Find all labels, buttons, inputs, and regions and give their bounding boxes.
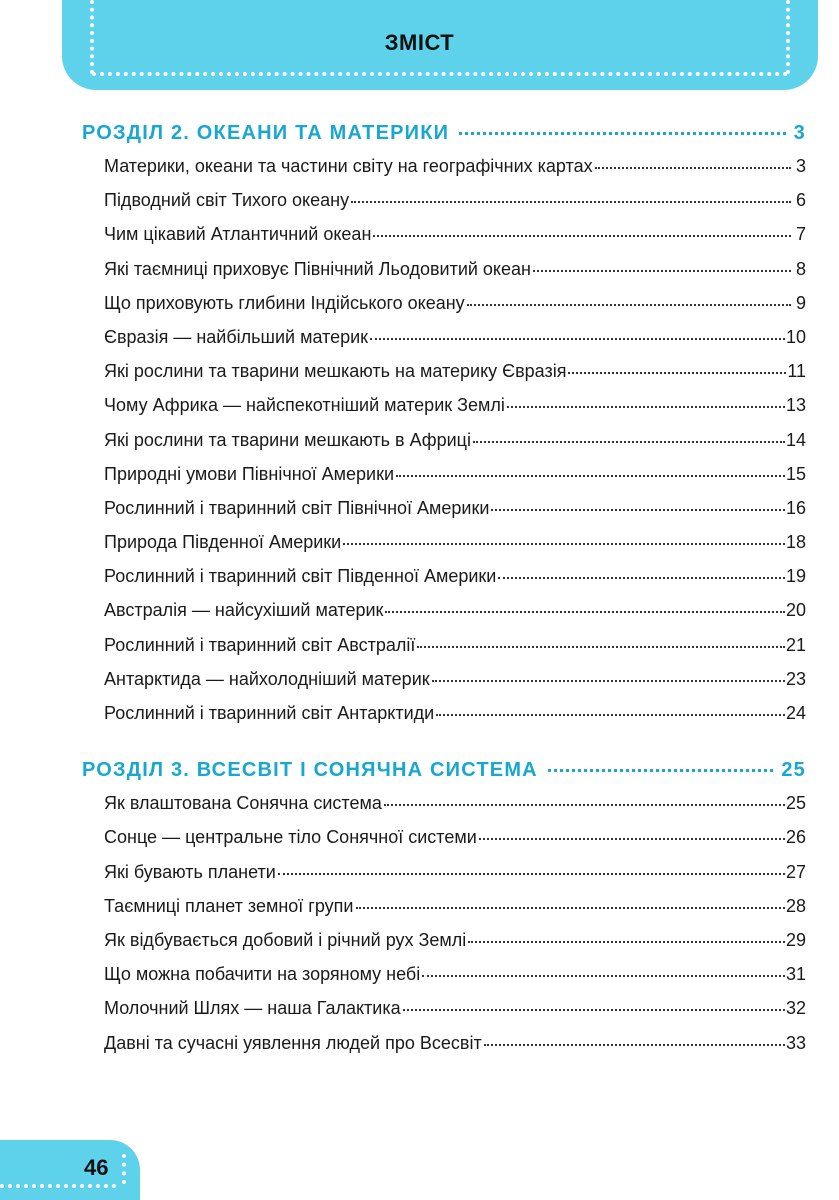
dot-leader <box>595 167 791 169</box>
entry-page: 15 <box>785 463 806 484</box>
footer-tab <box>0 1140 140 1200</box>
entry-page: 33 <box>785 1032 806 1053</box>
toc-entry[interactable] <box>104 896 806 930</box>
entry-page: 32 <box>785 998 806 1019</box>
dot-leader <box>498 577 785 579</box>
dot-leader <box>278 873 785 875</box>
entry-page: 13 <box>785 395 806 416</box>
entry-title: Євразія — найбільший материк <box>104 326 369 347</box>
dot-leader <box>507 406 785 408</box>
entry-page: 24 <box>785 703 806 723</box>
dot-leader <box>385 611 785 613</box>
page-number: 46 <box>84 1155 109 1180</box>
entry-page: 28 <box>785 895 806 916</box>
page-title: ЗМІСТ <box>384 30 455 55</box>
entry-title: Рослинний і тваринний світ Північної Америки <box>104 497 490 518</box>
section-heading[interactable] <box>82 759 806 793</box>
toc-entry[interactable] <box>104 600 806 634</box>
toc-entry[interactable] <box>104 430 806 464</box>
entry-page: 11 <box>787 361 806 382</box>
entry-page: 21 <box>785 634 806 655</box>
dot-leader <box>422 975 785 977</box>
entry-title: Що можна побачити на зоряному небі <box>104 964 421 985</box>
entry-title: Давні та сучасні уявлення людей про Всесвіт <box>104 1032 482 1053</box>
toc-entry[interactable] <box>104 224 806 258</box>
dot-leader <box>351 201 791 203</box>
dot-leader <box>491 509 785 511</box>
entry-title: Що приховують глибини Індійського океану <box>104 292 465 313</box>
toc-entry[interactable] <box>104 1033 806 1067</box>
dot-leader <box>417 646 785 648</box>
entry-title: Як відбувається добовий і річний рух Землі <box>104 929 467 950</box>
toc-entry[interactable] <box>104 498 806 532</box>
entry-page: 19 <box>785 566 806 587</box>
entry-title: Природні умови Північної Америки <box>104 463 395 484</box>
entry-page: 26 <box>785 827 806 848</box>
entry-page: 10 <box>785 326 806 347</box>
entry-page: 8 <box>795 258 806 279</box>
toc-entry[interactable] <box>104 827 806 861</box>
dot-leader <box>479 838 785 840</box>
section-title: РОЗДІЛ 2. ОКЕАНИ ТА МАТЕРИКИ <box>82 122 450 144</box>
dot-leader <box>396 475 785 477</box>
dot-leader <box>459 132 785 135</box>
toc-entry[interactable] <box>104 293 806 327</box>
toc-entry[interactable] <box>104 395 806 429</box>
entry-page: 25 <box>785 793 806 814</box>
toc-entry[interactable] <box>104 703 806 737</box>
toc-entry[interactable] <box>104 930 806 964</box>
entry-page: 27 <box>785 861 806 882</box>
entry-page: 20 <box>785 600 806 621</box>
entry-title: Материки, океани та частини світу на географічних картах <box>104 156 593 176</box>
banner-dotted-border-bottom <box>92 72 788 76</box>
toc-entry[interactable] <box>104 566 806 600</box>
dot-leader <box>467 304 791 306</box>
toc-entry[interactable] <box>104 998 806 1032</box>
toc-entry[interactable] <box>104 669 806 703</box>
section-gap <box>82 737 806 759</box>
dot-leader <box>373 235 791 237</box>
entry-title: Рослинний і тваринний світ Південної Америки <box>104 566 497 587</box>
dot-leader <box>403 1009 785 1011</box>
entry-title: Антарктида — найхолодніший материк <box>104 668 430 689</box>
entry-title: Австралія — найсухіший материк <box>104 600 384 621</box>
toc-entry[interactable] <box>104 964 806 998</box>
toc-entry[interactable] <box>104 635 806 669</box>
section-title: РОЗДІЛ 3. ВСЕСВІТ І СОНЯЧНА СИСТЕМА <box>82 759 538 782</box>
dot-leader <box>473 441 785 443</box>
toc-entry[interactable] <box>104 862 806 896</box>
dot-leader <box>568 372 786 374</box>
entry-page: 14 <box>785 429 806 450</box>
dot-leader <box>468 941 785 943</box>
toc-entry[interactable] <box>104 259 806 293</box>
footer-dotted-border-right <box>122 1154 126 1184</box>
dot-leader <box>436 714 785 716</box>
entry-title: Рослинний і тваринний світ Австралії <box>104 634 416 655</box>
dot-leader <box>432 680 785 682</box>
entry-page: 9 <box>795 292 806 313</box>
entry-title: Які таємниці приховує Північний Льодовитий океан <box>104 258 531 279</box>
entry-page: 18 <box>785 532 806 553</box>
entry-title: Сонце — центральне тіло Сонячної системи <box>104 827 477 848</box>
entry-page: 7 <box>795 224 806 245</box>
entry-title: Які рослини та тварини мешкають на материку Євразія <box>104 361 567 382</box>
entry-title: Як влаштована Сонячна система <box>104 793 382 814</box>
toc-entry[interactable] <box>104 190 806 224</box>
entry-title: Які рослини та тварини мешкають в Африці <box>104 429 471 450</box>
entry-title: Чому Африка — найспекотніший материк Землі <box>104 395 505 416</box>
toc-entry[interactable] <box>104 361 806 395</box>
entry-title: Таємниці планет земної групи <box>104 895 354 916</box>
entry-page: 6 <box>795 190 806 211</box>
entry-page: 16 <box>785 497 806 518</box>
entry-title: Чим цікавий Атлантичний океан <box>104 224 372 245</box>
entry-page: 31 <box>785 964 806 985</box>
dot-leader <box>356 907 785 909</box>
entry-title: Молочний Шлях — наша Галактика <box>104 998 401 1019</box>
toc-entry[interactable] <box>104 327 806 361</box>
entry-page: 3 <box>795 156 806 176</box>
toc-entry[interactable] <box>104 156 806 190</box>
section-page: 3 <box>793 122 806 144</box>
footer-dotted-border-bottom <box>0 1184 116 1188</box>
entry-title: Підводний світ Тихого океану <box>104 190 350 211</box>
entry-page: 29 <box>785 929 806 950</box>
entry-page: 23 <box>785 668 806 689</box>
table-of-contents <box>82 122 806 1067</box>
dot-leader <box>370 338 785 340</box>
entry-title: Які бувають планети <box>104 861 276 882</box>
section-heading[interactable] <box>82 122 806 156</box>
dot-leader <box>533 270 791 272</box>
dot-leader <box>384 804 785 806</box>
entry-title: Природа Південної Америки <box>104 532 342 553</box>
dot-leader <box>484 1044 785 1046</box>
toc-entry[interactable] <box>104 793 806 827</box>
toc-entry[interactable] <box>104 464 806 498</box>
entry-title: Рослинний і тваринний світ Антарктиди <box>104 703 435 723</box>
dot-leader <box>548 769 774 772</box>
toc-entry[interactable] <box>104 532 806 566</box>
section-page: 25 <box>781 759 806 782</box>
dot-leader <box>343 543 785 545</box>
